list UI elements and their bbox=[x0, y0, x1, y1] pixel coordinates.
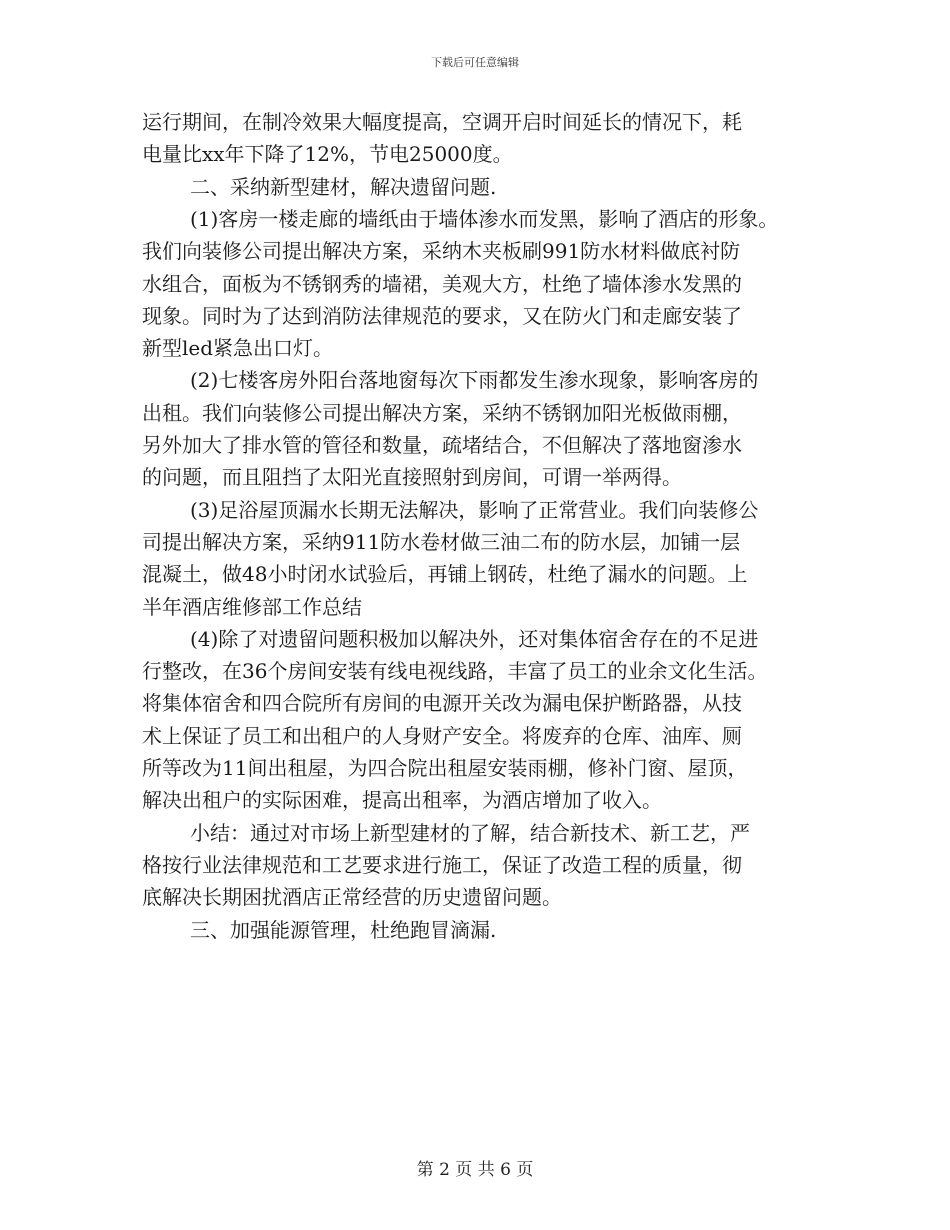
text-line: (1)客房一楼走廊的墙纸由于墙体渗水而发黑，影响了酒店的形象。 bbox=[190, 206, 779, 231]
text-line: 三、加强能源管理，杜绝跑冒滴漏. bbox=[190, 917, 497, 942]
text-line: 术上保证了员工和出租户的人身财产安全。将废弃的仓库、油库、厕 bbox=[142, 723, 742, 748]
text-line: (2)七楼客房外阳台落地窗每次下雨都发生渗水现象，影响客房的 bbox=[190, 368, 759, 393]
text-line: 二、采纳新型建材，解决遗留问题. bbox=[190, 174, 497, 199]
text-line: 出租。我们向装修公司提出解决方案，采纳不锈钢加阳光板做雨棚， bbox=[142, 400, 742, 425]
text-line: 运行期间，在制冷效果大幅度提高，空调开启时间延长的情况下，耗 bbox=[142, 110, 742, 134]
text-line: 司提出解决方案，采纳911防水卷材做三油二布的防水层，加铺一层 bbox=[142, 529, 741, 554]
text-line: 电量比xx年下降了12%，节电25000度。 bbox=[142, 142, 513, 167]
text-line: (4)除了对遗留问题积极加以解决外，还对集体宿舍存在的不足进 bbox=[190, 626, 759, 651]
text-line: 水组合，面板为不锈钢秀的墙裙，美观大方，杜绝了墙体渗水发黑的 bbox=[142, 271, 742, 296]
page-footer: 第 2 页 共 6 页 bbox=[416, 1160, 534, 1180]
text-line: 所等改为11间出租屋，为四合院出租屋安装雨棚，修补门窗、屋顶， bbox=[142, 756, 748, 780]
text-line: 格按行业法律规范和工艺要求进行施工，保证了改造工程的质量，彻 bbox=[142, 852, 742, 877]
text-line: 底解决长期困扰酒店正常经营的历史遗留问题。 bbox=[142, 885, 562, 910]
text-line: 现象。同时为了达到消防法律规范的要求，又在防火门和走廊安装了 bbox=[142, 303, 742, 328]
text-line: 新型led紧急出口灯。 bbox=[142, 336, 334, 361]
text-line: 小结：通过对市场上新型建材的了解，结合新技术、新工艺，严 bbox=[190, 820, 750, 845]
text-line: 半年酒店维修部工作总结 bbox=[142, 594, 362, 619]
text-line: 解决出租户的实际困难，提高出租率，为酒店增加了收入。 bbox=[142, 788, 662, 813]
page-header: 下载后可任意编辑 bbox=[431, 56, 519, 69]
text-line: 混凝土，做48小时闭水试验后，再铺上钢砖，杜绝了漏水的问题。上 bbox=[142, 562, 748, 587]
text-line: 另外加大了排水管的管径和数量，疏堵结合，不但解决了落地窗渗水 bbox=[142, 433, 742, 457]
text-line: 将集体宿舍和四合院所有房间的电源开关改为漏电保护断路器，从技 bbox=[142, 691, 742, 716]
text-line: 行整改，在36个房间安装有线电视线路，丰富了员工的业余文化生活。 bbox=[142, 659, 768, 684]
text-line: 的问题，而且阻挡了太阳光直接照射到房间，可谓一举两得。 bbox=[142, 465, 682, 490]
text-line: 我们向装修公司提出解决方案，采纳木夹板刷991防水材料做底衬防 bbox=[142, 239, 741, 264]
text-line: (3)足浴屋顶漏水长期无法解决，影响了正常营业。我们向装修公 bbox=[190, 497, 759, 522]
